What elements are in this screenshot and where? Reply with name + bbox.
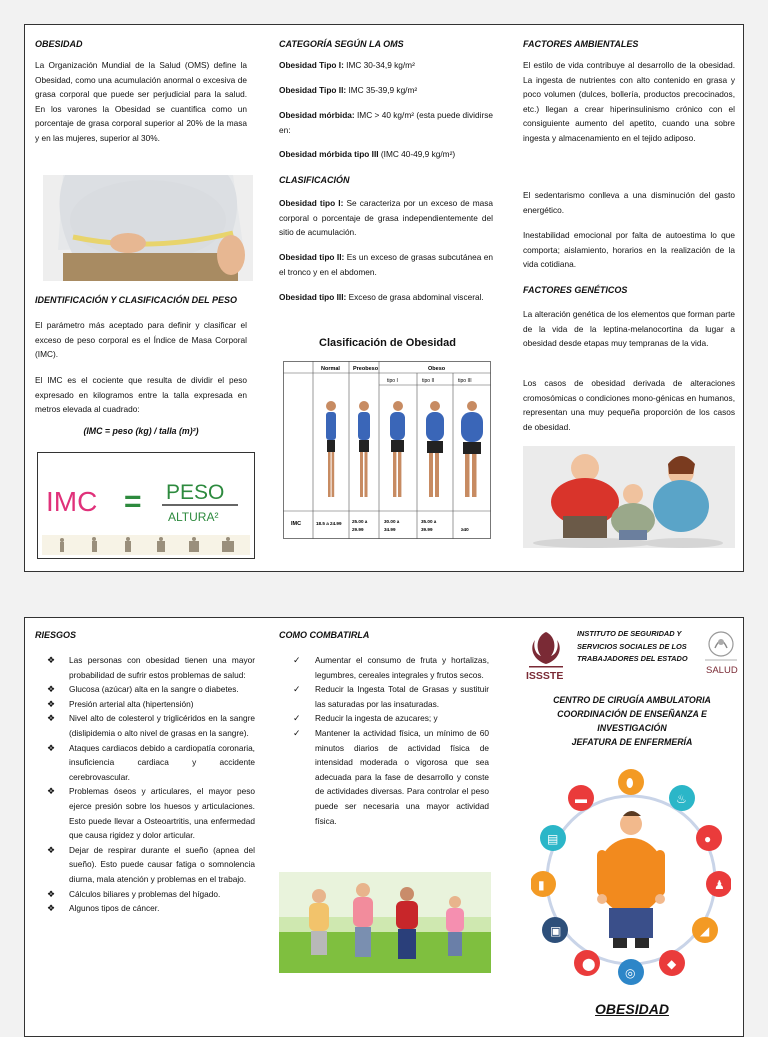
svg-text:▮: ▮: [538, 878, 545, 892]
th-tipo1: tipo I: [387, 378, 398, 384]
cover-title: OBESIDAD: [595, 1001, 669, 1017]
heading-factores-ambientales: FACTORES AMBIENTALES: [523, 39, 639, 49]
clasificacion-tipo1: Obesidad tipo I: Se caracteriza por un exceso de masa corporal o porcentaje de grasa independientemente del sitio de acumulación.: [279, 198, 493, 238]
imc-tipo2-b: 39.99: [421, 527, 433, 532]
svg-text:▣: ▣: [550, 924, 562, 938]
factores-geneticos-p1: La alteración genética de los elementos que forman parte de la vida de la leptina-melanocortina da lugar a obesidad desde etapas muy tempranas de la vida.: [523, 309, 735, 349]
riesgo-bullet-icon: ❖: [47, 713, 56, 724]
riesgo-item-text: Algunos tipos de cáncer.: [69, 903, 160, 914]
riesgo-item: [43, 697, 255, 712]
obese-man-figure: [597, 811, 665, 948]
clasificacion-tipo2: Obesidad tipo II: Es un exceso de grasas subcutánea en el tronco y en el abdomen.: [279, 252, 493, 277]
heading-riesgos: RIESGOS: [35, 630, 77, 640]
column-obesidad: [35, 25, 251, 571]
center-line-3: JEFATURA DE ENFERMERÍA: [571, 737, 693, 747]
cat-tipo2: Obesidad Tipo II: IMC 35-39,9 kg/m²: [279, 85, 418, 95]
th-tipo2: tipo II: [422, 378, 435, 384]
riesgo-item: [43, 901, 255, 916]
heading-categoria: CATEGORÍA SEGÚN LA OMS: [279, 39, 404, 49]
riesgos-list: [43, 653, 255, 916]
svg-text:◎: ◎: [625, 966, 636, 980]
combatir-item-text: Reducir la ingesta de azucares; y: [315, 713, 438, 724]
imc-preobeso-a: 25.00 a: [352, 519, 368, 524]
column-categoria: [279, 25, 495, 571]
cat-morbida-tipo3: Obesidad mórbida tipo III (IMC 40-49,9 kg/m²): [279, 149, 456, 159]
cat-morbida: Obesidad mórbida: IMC > 40 kg/m² (esta puede dividirse en:: [279, 110, 493, 135]
combatir-item: [289, 682, 489, 711]
column-cover: [523, 618, 739, 1036]
heading-combatir: COMO COMBATIRLA: [279, 630, 370, 640]
combatir-bullet-icon: ✓: [293, 655, 301, 665]
imc-definition: El parámetro más aceptado para definir y clasificar el exceso de peso corporal es el Índice de Masa Corporal (IMC).: [35, 320, 247, 360]
riesgo-item-text: Las personas con obesidad tienen una mayor probabilidad de sufrir estos problemas de salud:: [69, 655, 255, 680]
clasificacion-tipo3: Obesidad tipo III: Exceso de grasa abdominal visceral.: [279, 292, 484, 302]
riesgo-bullet-icon: ❖: [47, 655, 56, 665]
svg-text:▬: ▬: [575, 792, 587, 806]
institute-name: INSTITUTO DE SEGURIDAD Y SERVICIOS SOCIALES DE LOS TRABAJADORES DEL ESTADO: [577, 629, 688, 664]
combatir-bullet-icon: ✓: [293, 713, 301, 724]
imc-tipo1-b: 34.99: [384, 527, 396, 532]
column-factores: [523, 25, 739, 571]
equals-sign: =: [124, 485, 142, 518]
column-combatir: [279, 618, 495, 1036]
combatir-item-text: Reducir la Ingesta Total de Grasas y sustituir las saturadas por las insaturadas.: [315, 684, 489, 709]
svg-text:⬤: ⬤: [582, 957, 596, 971]
heading-obesidad: OBESIDAD: [35, 39, 83, 49]
riesgo-item: [43, 653, 255, 682]
heading-factores-geneticos: FACTORES GENÉTICOS: [523, 285, 628, 295]
combatir-item: [289, 653, 489, 682]
svg-text:◆: ◆: [667, 957, 677, 971]
riesgo-item-text: Presión arterial alta (hipertensión): [69, 698, 194, 709]
row-label-imc: IMC: [291, 521, 302, 527]
th-obeso: Obeso: [428, 366, 446, 372]
riesgo-item-text: Ataques cardiacos debido a cardiopatía coronaria, insuficiencia cardiaca y accidente cerebrovascular.: [69, 742, 255, 782]
classification-table: [283, 361, 491, 539]
peso-word: PESO: [166, 481, 225, 504]
riesgo-item: [43, 741, 255, 785]
center-line-1: CENTRO DE CIRUGÍA AMBULATORIA: [553, 695, 711, 705]
brochure-outer-panel: [24, 24, 744, 572]
riesgo-bullet-icon: ❖: [47, 698, 56, 709]
imc-normal: 18.5 a 24.99: [316, 521, 342, 526]
waist-measure-photo: [43, 175, 253, 281]
center-line-2: COORDINACIÓN DE ENSEÑANZA E INVESTIGACIÓN: [557, 709, 707, 733]
riesgo-bullet-icon: ❖: [47, 742, 56, 753]
th-tipo3: tipo III: [458, 378, 472, 384]
svg-text:♨: ♨: [676, 792, 687, 806]
factores-ambientales-p3: Inestabilidad emocional por falta de autoestima lo que comporta; aislamiento, horarios en la realización de la vida cotidiana.: [523, 230, 735, 270]
riesgo-item-text: Glucosa (azúcar) alta en la sangre o diabetes.: [69, 684, 239, 695]
combatir-bullet-icon: ✓: [293, 684, 301, 695]
combatir-item: [289, 711, 489, 726]
imc-word: IMC: [46, 486, 98, 517]
riesgo-item: [43, 711, 255, 740]
imc-tipo3: ≥40: [461, 527, 469, 532]
riesgo-item-text: Cálculos biliares y problemas del hígado.: [69, 888, 221, 899]
imc-tipo1-a: 30.00 a: [384, 519, 400, 524]
brochure-inner-panel: [24, 617, 744, 1037]
imc-illustration: [37, 452, 255, 559]
imc-cociente: El IMC es el cociente que resulta de dividir el peso expresado en kilogramos entre la talla expresada en metros elevada al cuadrado:: [35, 375, 247, 415]
riesgo-item: [43, 784, 255, 842]
obesidad-intro: La Organización Mundial de la Salud (OMS) define la Obesidad, como una acumulación anormal o excesiva de grasa corporal que puede ser perjudicial para la salud. En los varones la Obesidad se cuantifica como un porcentaje de grasa corporal superior al 20% de la masa y en las mujeres, superior al 30%.: [35, 60, 247, 143]
svg-text:●: ●: [704, 832, 712, 846]
salud-text: SALUD: [706, 665, 738, 676]
riesgo-item-text: Problemas óseos y articulares, el mayor peso ejerce presión sobre los huesos y articulaciones. Esto puede llevar a Osteoartritis, una enfermedad que causa rigidez y dolor articular.: [69, 786, 255, 841]
food-circle-illustration: [531, 758, 731, 988]
heading-identificacion: IDENTIFICACIÓN Y CLASIFICACIÓN DEL PESO: [35, 295, 238, 305]
exercise-photo: [279, 872, 491, 973]
imc-preobeso-b: 29.99: [352, 527, 364, 532]
cat-tipo1: Obesidad Tipo I: IMC 30-34,9 kg/m²: [279, 60, 415, 70]
factores-geneticos-p2: Los casos de obesidad derivada de alteraciones cromosómicas o condiciones mono-génicas en humanos, representan una muy pequeña proporción de los casos de obesidad.: [523, 378, 735, 432]
riesgo-bullet-icon: ❖: [47, 786, 56, 797]
svg-text:▤: ▤: [547, 832, 559, 846]
riesgo-bullet-icon: ❖: [47, 903, 56, 914]
obese-family-illustration: [523, 446, 735, 548]
factores-ambientales-p2: El sedentarismo conlleva a una disminución del gasto energético.: [523, 190, 735, 215]
riesgo-item-text: Dejar de respirar durante el sueño (apnea del sueño). Esto puede causar fatiga o somnolencia diurna, mala atención y problemas en el trabajo.: [69, 844, 255, 884]
th-preobeso: Preobeso: [353, 366, 379, 372]
column-riesgos: [35, 618, 255, 1036]
riesgo-bullet-icon: ❖: [47, 888, 56, 899]
table-title: Clasificación de Obesidad: [319, 337, 456, 349]
imc-tipo2-a: 35.00 a: [421, 519, 437, 524]
combatir-item-text: Mantener la actividad física, un mínimo de 60 minutos diarios de actividad física de intensidad moderada o vigorosa que sea adecuada para la fase de desarrollo y conste de actividades diversas. Para controlar el peso puede ser necesaria una mayor actividad física.: [315, 727, 489, 826]
riesgo-item-text: Nivel alto de colesterol y triglicéridos en la sangre (dislipidemia o alto nivel de grasas en la sangre).: [69, 713, 255, 738]
imc-formula: (IMC = peso (kg) / talla (m)²): [83, 426, 199, 436]
altura-word: ALTURA²: [168, 510, 219, 524]
svg-text:◢: ◢: [700, 924, 710, 938]
combatir-bullet-icon: ✓: [293, 727, 301, 738]
combatir-list: [289, 653, 489, 828]
riesgo-bullet-icon: ❖: [47, 844, 56, 855]
svg-text:⬮: ⬮: [626, 776, 634, 790]
riesgo-item: [43, 887, 255, 902]
th-normal: Normal: [321, 366, 340, 372]
combatir-item: [289, 726, 489, 828]
riesgo-bullet-icon: ❖: [47, 684, 56, 695]
issste-text: ISSSTE: [526, 670, 564, 682]
heading-clasificacion: CLASIFICACIÓN: [279, 175, 350, 185]
riesgo-item: [43, 682, 255, 697]
riesgo-item: [43, 843, 255, 887]
svg-text:♟: ♟: [714, 878, 725, 892]
salud-logo: [701, 626, 741, 682]
factores-ambientales-p1: El estilo de vida contribuye al desarrollo de la obesidad. La ingesta de nutrientes con alto contenido en grasa y poco volumen (dulces, bollería, productos precocinados, etc.) llegan a crear hiperinsulinismo crónico con el consiguiente aumento del apetito, cuando una sobre ingesta y almacenamiento en el tejido adiposo.: [523, 60, 735, 143]
combatir-item-text: Aumentar el consumo de fruta y hortalizas, legumbres, cereales integrales y frutos secos.: [315, 655, 489, 680]
issste-logo: [523, 626, 569, 682]
